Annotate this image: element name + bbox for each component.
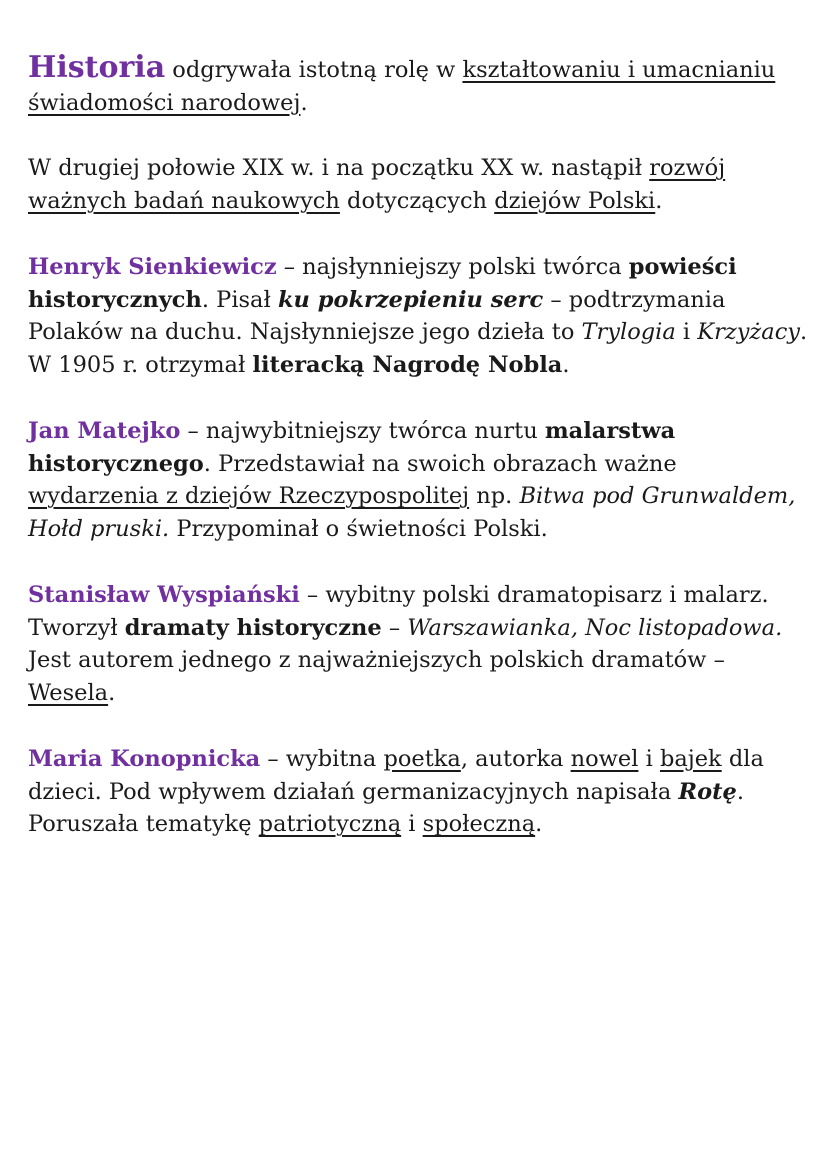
text: – bbox=[381, 614, 408, 641]
text: i bbox=[401, 811, 423, 838]
text: . Pisał bbox=[201, 286, 278, 313]
paragraph-matejko bbox=[28, 415, 808, 546]
text: np. bbox=[469, 483, 520, 510]
underlined-phrase: bajek bbox=[659, 745, 722, 772]
paragraph-konopnicka bbox=[28, 743, 808, 841]
text: i bbox=[675, 319, 698, 346]
heading-historia: Historia bbox=[28, 50, 166, 85]
person-name: Stanisław Wyspiański bbox=[28, 581, 300, 608]
paragraph-sienkiewicz bbox=[28, 251, 808, 382]
italic-title: Trylogia bbox=[581, 319, 676, 346]
text: i bbox=[638, 745, 660, 772]
underlined-phrase: kształtowaniu i umacnianiu świadomości narodowej bbox=[28, 57, 776, 116]
underlined-phrase: Wesela bbox=[28, 680, 109, 707]
document-page bbox=[28, 52, 808, 874]
text: – najsłynniejszy polski twórca bbox=[276, 253, 629, 280]
text: . bbox=[655, 188, 663, 215]
text: . bbox=[535, 811, 543, 838]
text: Jest autorem jednego z najważniejszych polskich dramatów – bbox=[28, 647, 725, 674]
person-name: Henryk Sienkiewicz bbox=[28, 253, 277, 280]
underlined-phrase: poetka bbox=[383, 745, 461, 772]
underlined-phrase: patriotyczną bbox=[258, 811, 402, 838]
paragraph-historia bbox=[28, 52, 808, 120]
paragraph-research bbox=[28, 152, 808, 218]
underlined-phrase: wydarzenia z dziejów Rzeczypospolitej bbox=[28, 483, 470, 510]
italic-title: Warszawianka, Noc listopadowa. bbox=[407, 614, 783, 641]
person-name: Maria Konopnicka bbox=[28, 745, 261, 772]
text: W drugiej połowie XIX w. i na początku XX w. nastąpił bbox=[28, 155, 650, 182]
text: . bbox=[108, 680, 116, 707]
text: . bbox=[300, 89, 308, 116]
text: – podtrzymania Polaków na duchu. Najsłynniejsze jego dzieła to bbox=[28, 286, 726, 346]
underlined-phrase: rozwój ważnych badań naukowych bbox=[28, 155, 726, 215]
text: – najwybitniejszy twórca nurtu bbox=[180, 417, 545, 444]
bold-phrase: dramaty historyczne bbox=[124, 614, 382, 641]
text: – wybitna bbox=[260, 745, 384, 772]
italic-title: Bitwa pod Grunwaldem, Hołd pruski. bbox=[28, 483, 796, 543]
underlined-phrase: nowel bbox=[570, 745, 639, 772]
text: . Poruszała tematykę bbox=[28, 778, 744, 838]
text: dla dzieci. Pod wpływem działań germanizacyjnych napisała bbox=[28, 745, 764, 805]
bold-phrase: malarstwa historycznego bbox=[28, 417, 676, 477]
text: – wybitny polski dramatopisarz i malarz. Tworzył bbox=[28, 581, 769, 641]
text: . W 1905 r. otrzymał bbox=[28, 319, 808, 379]
text: , autorka bbox=[460, 745, 571, 772]
paragraph-wyspianski bbox=[28, 579, 808, 710]
bold-italic-phrase: Rotę bbox=[678, 778, 737, 805]
text: . Przedstawiał na swoich obrazach ważne bbox=[203, 450, 677, 477]
underlined-phrase: dziejów Polski bbox=[494, 188, 656, 215]
person-name: Jan Matejko bbox=[28, 417, 181, 444]
bold-phrase: powieści historycznych bbox=[28, 253, 737, 313]
text: . bbox=[562, 352, 570, 379]
text: dotyczących bbox=[339, 188, 495, 215]
underlined-phrase: społeczną bbox=[422, 811, 536, 838]
bold-phrase: literacką Nagrodę Nobla bbox=[252, 352, 563, 379]
bold-italic-phrase: ku pokrzepieniu serc bbox=[277, 286, 544, 313]
italic-title: Krzyżacy bbox=[697, 319, 801, 346]
text: odgrywała istotną rolę w bbox=[165, 57, 463, 83]
text: Przypominał o świetności Polski. bbox=[169, 516, 548, 543]
